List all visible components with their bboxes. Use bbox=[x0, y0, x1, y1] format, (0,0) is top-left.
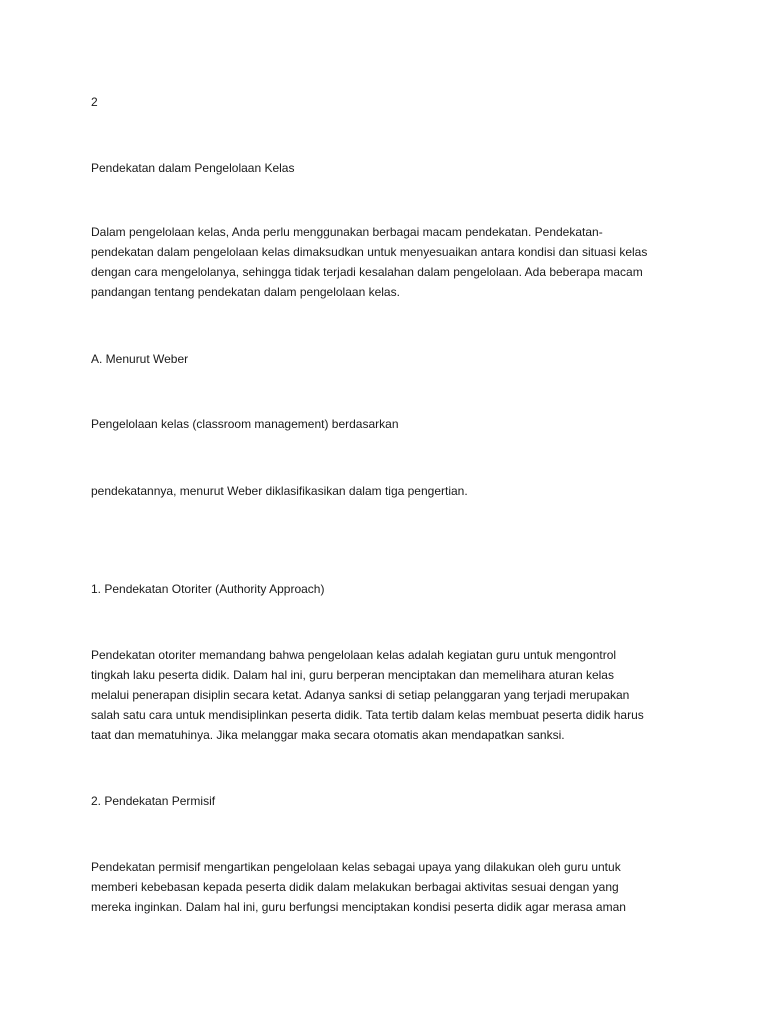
item-2-line: Pendekatan permisif mengartikan pengelolaan kelas sebagai upaya yang dilakukan oleh guru untuk bbox=[91, 860, 621, 874]
item-1-line: tingkah laku peserta didik. Dalam hal ini, guru berperan menciptakan dan memelihara aturan kelas bbox=[91, 668, 614, 682]
page-number: 2 bbox=[91, 95, 98, 109]
section-a-line-1: Pengelolaan kelas (classroom management) berdasarkan bbox=[91, 417, 399, 431]
item-1-line: taat dan mematuhinya. Jika melanggar maka secara otomatis akan mendapatkan sanksi. bbox=[91, 728, 565, 742]
item-1-paragraph bbox=[91, 645, 671, 745]
item-1-line: melalui penerapan disiplin secara ketat. Adanya sanksi di setiap pelanggaran yang terjadi merupakan bbox=[91, 688, 630, 702]
intro-line: Dalam pengelolaan kelas, Anda perlu menggunakan berbagai macam pendekatan. Pendekatan- bbox=[91, 225, 603, 239]
item-1-line: salah satu cara untuk mendisiplinkan peserta didik. Tata tertib dalam kelas membuat peserta didik harus bbox=[91, 708, 644, 722]
intro-line: dengan cara mengelolanya, sehingga tidak terjadi kesalahan dalam pengelolaan. Ada beberapa macam bbox=[91, 265, 643, 279]
item-1-line: Pendekatan otoriter memandang bahwa pengelolaan kelas adalah kegiatan guru untuk mengontrol bbox=[91, 648, 617, 662]
section-a-heading: A. Menurut Weber bbox=[91, 352, 189, 366]
intro-line: pendekatan dalam pengelolaan kelas dimaksudkan untuk menyesuaikan antara kondisi dan situasi kelas bbox=[91, 245, 648, 259]
item-2-line: mereka inginkan. Dalam hal ini, guru berfungsi menciptakan kondisi peserta didik agar merasa aman bbox=[91, 900, 626, 914]
item-1-heading: 1. Pendekatan Otoriter (Authority Approach) bbox=[91, 582, 325, 596]
item-2-line: memberi kebebasan kepada peserta didik dalam melakukan berbagai aktivitas sesuai dengan yang bbox=[91, 880, 619, 894]
section-a-line-2: pendekatannya, menurut Weber diklasifikasikan dalam tiga pengertian. bbox=[91, 484, 468, 498]
item-2-paragraph bbox=[91, 857, 671, 917]
intro-line: pandangan tentang pendekatan dalam pengelolaan kelas. bbox=[91, 285, 400, 299]
document-title: Pendekatan dalam Pengelolaan Kelas bbox=[91, 161, 295, 175]
item-2-heading: 2. Pendekatan Permisif bbox=[91, 794, 216, 808]
intro-paragraph bbox=[91, 222, 671, 302]
